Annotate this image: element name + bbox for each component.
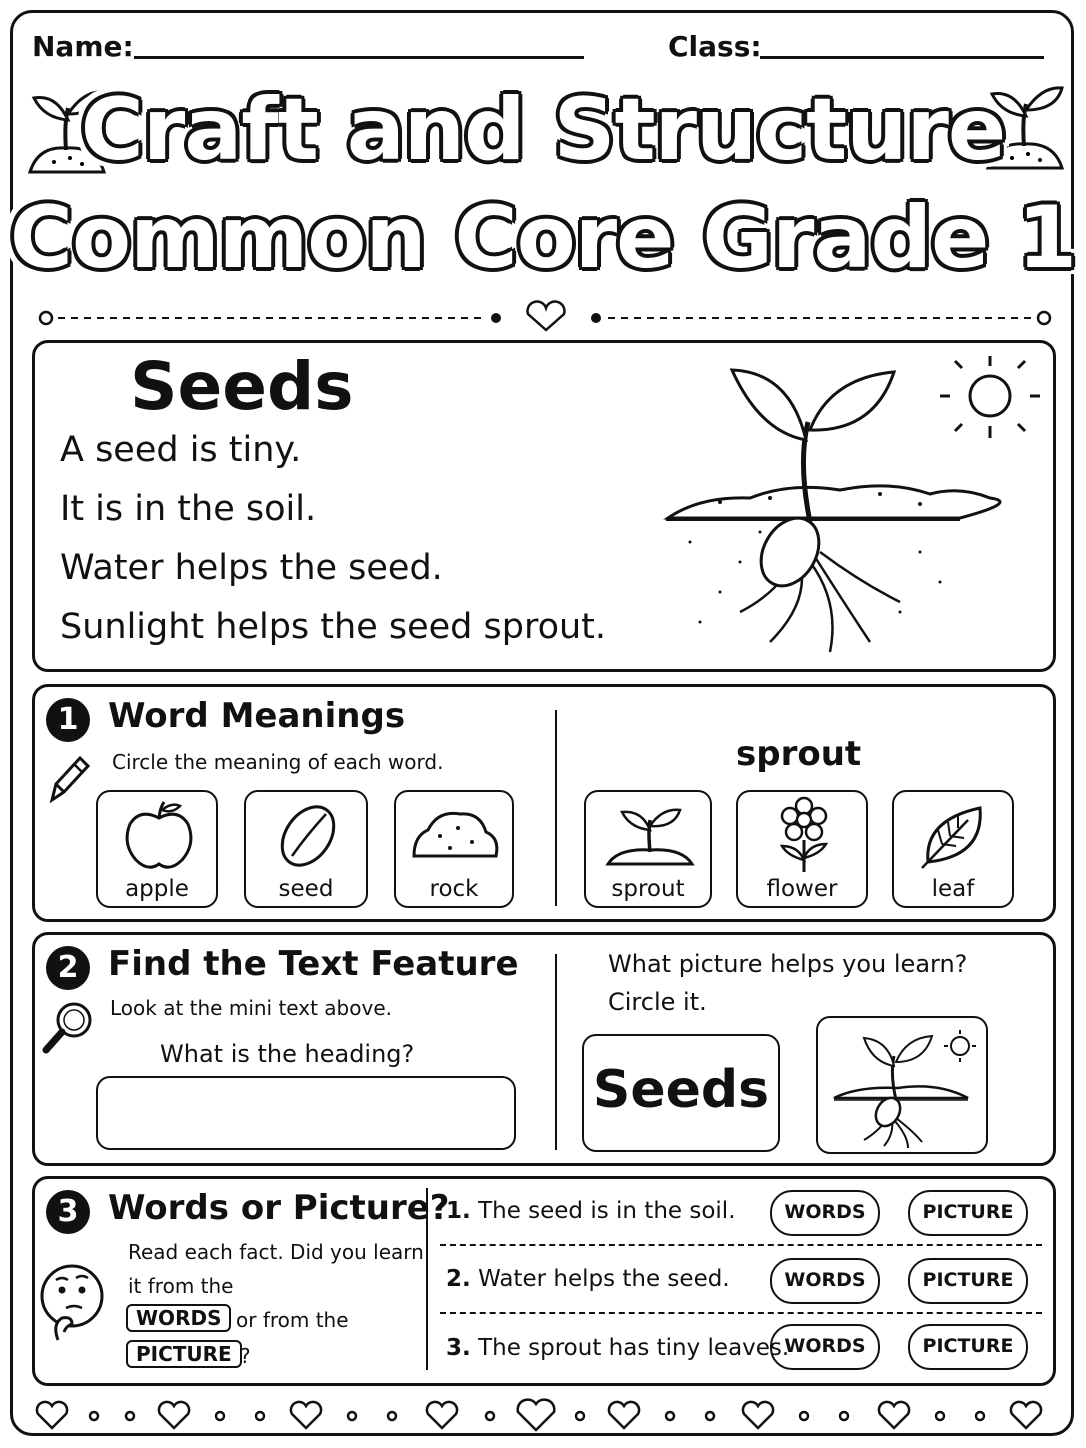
sprout-icon xyxy=(604,802,696,868)
option-label: flower xyxy=(766,876,838,902)
class-field[interactable] xyxy=(760,56,1044,59)
heart-icon xyxy=(1011,1402,1041,1428)
thinking-face-icon xyxy=(38,1262,108,1344)
section-3-instruction: or from the xyxy=(236,1308,349,1332)
picture-instruction: Circle it. xyxy=(608,988,707,1016)
section-3-divider xyxy=(426,1188,428,1370)
row-divider xyxy=(440,1244,1042,1246)
magnifier-icon xyxy=(40,998,96,1060)
option-label: seed xyxy=(278,876,334,902)
words-tag: WORDS xyxy=(126,1304,231,1332)
option-label: apple xyxy=(125,876,189,902)
heading-question: What is the heading? xyxy=(160,1040,415,1068)
apple-icon xyxy=(120,800,198,872)
heart-icon xyxy=(743,1402,773,1428)
section-3-number: 3 xyxy=(46,1190,90,1234)
fact-row xyxy=(446,1198,736,1224)
passage-line: A seed is tiny. xyxy=(60,430,302,470)
section-3-instruction: ? xyxy=(240,1344,251,1368)
divider xyxy=(36,300,1056,336)
option-sprout[interactable] xyxy=(584,790,712,908)
passage-line: It is in the soil. xyxy=(60,489,317,529)
heart-icon xyxy=(37,1402,67,1428)
section-3-instruction: it from the xyxy=(128,1274,234,1298)
words-button[interactable]: WORDS xyxy=(770,1190,880,1236)
words-button[interactable]: WORDS xyxy=(770,1258,880,1304)
bottom-border xyxy=(30,1396,1060,1432)
name-label: Name: xyxy=(32,30,134,63)
heart-icon xyxy=(879,1402,909,1428)
section-2-title: Find the Text Feature xyxy=(108,944,519,984)
heart-icon xyxy=(609,1402,639,1428)
class-label: Class: xyxy=(668,30,762,63)
section-2-number: 2 xyxy=(46,946,90,990)
option-label: sprout xyxy=(611,876,685,902)
section-3-instruction: Read each fact. Did you learn xyxy=(128,1240,424,1264)
picture-button[interactable]: PICTURE xyxy=(908,1324,1028,1370)
option-picture-seedling[interactable] xyxy=(816,1016,988,1154)
target-word: sprout xyxy=(736,734,862,774)
passage-line: Sunlight helps the seed sprout. xyxy=(60,607,607,647)
section-2-instruction: Look at the mini text above. xyxy=(110,996,392,1020)
section-1-divider xyxy=(555,710,557,906)
option-label: rock xyxy=(429,876,479,902)
leaf-icon xyxy=(918,800,990,872)
section-2-divider xyxy=(555,954,557,1150)
heart-icon xyxy=(291,1402,321,1428)
option-leaf[interactable] xyxy=(892,790,1014,908)
title-line-2: Common Core Grade 1 xyxy=(9,188,1077,288)
words-button[interactable]: WORDS xyxy=(770,1324,880,1370)
option-seed[interactable] xyxy=(244,790,368,908)
name-field[interactable] xyxy=(134,56,584,59)
section-3-title: Words or Picture? xyxy=(108,1188,450,1228)
passage-line: Water helps the seed. xyxy=(60,548,443,588)
seed-icon xyxy=(272,800,344,872)
seedling-icon xyxy=(828,1024,980,1150)
picture-button[interactable]: PICTURE xyxy=(908,1258,1028,1304)
option-apple[interactable] xyxy=(96,790,218,908)
option-rock[interactable] xyxy=(394,790,514,908)
fact-number: 1. xyxy=(446,1198,471,1224)
fact-number: 3. xyxy=(446,1335,471,1361)
fact-number: 2. xyxy=(446,1266,471,1292)
fact-text: Water helps the seed. xyxy=(478,1266,730,1292)
heart-icon xyxy=(528,302,565,330)
fact-row xyxy=(446,1266,730,1292)
fact-text: The sprout has tiny leaves. xyxy=(478,1335,790,1361)
passage-heading: Seeds xyxy=(130,348,354,425)
heart-icon xyxy=(159,1402,189,1428)
flower-icon xyxy=(774,796,834,874)
option-flower[interactable] xyxy=(736,790,868,908)
section-1-number: 1 xyxy=(46,698,90,742)
sun-icon xyxy=(940,356,1040,438)
picture-button[interactable]: PICTURE xyxy=(908,1190,1028,1236)
picture-question: What picture helps you learn? xyxy=(608,950,968,978)
pencil-icon xyxy=(42,752,92,810)
option-heading-text: Seeds xyxy=(592,1060,770,1120)
heading-answer-field[interactable] xyxy=(96,1076,516,1150)
option-label: leaf xyxy=(931,876,975,902)
option-heading-seeds[interactable] xyxy=(582,1034,780,1152)
picture-tag: PICTURE xyxy=(126,1340,242,1368)
row-divider xyxy=(440,1312,1042,1314)
fact-text: The seed is in the soil. xyxy=(478,1198,736,1224)
heart-icon xyxy=(427,1402,457,1428)
title-line-1: Craft and Structure xyxy=(80,80,1006,180)
fact-row xyxy=(446,1335,789,1361)
heart-icon xyxy=(518,1400,555,1430)
section-1-title: Word Meanings xyxy=(108,696,406,736)
section-1-instruction: Circle the meaning of each word. xyxy=(112,750,444,774)
rock-icon xyxy=(410,806,502,866)
seedling-illustration xyxy=(660,352,1050,658)
